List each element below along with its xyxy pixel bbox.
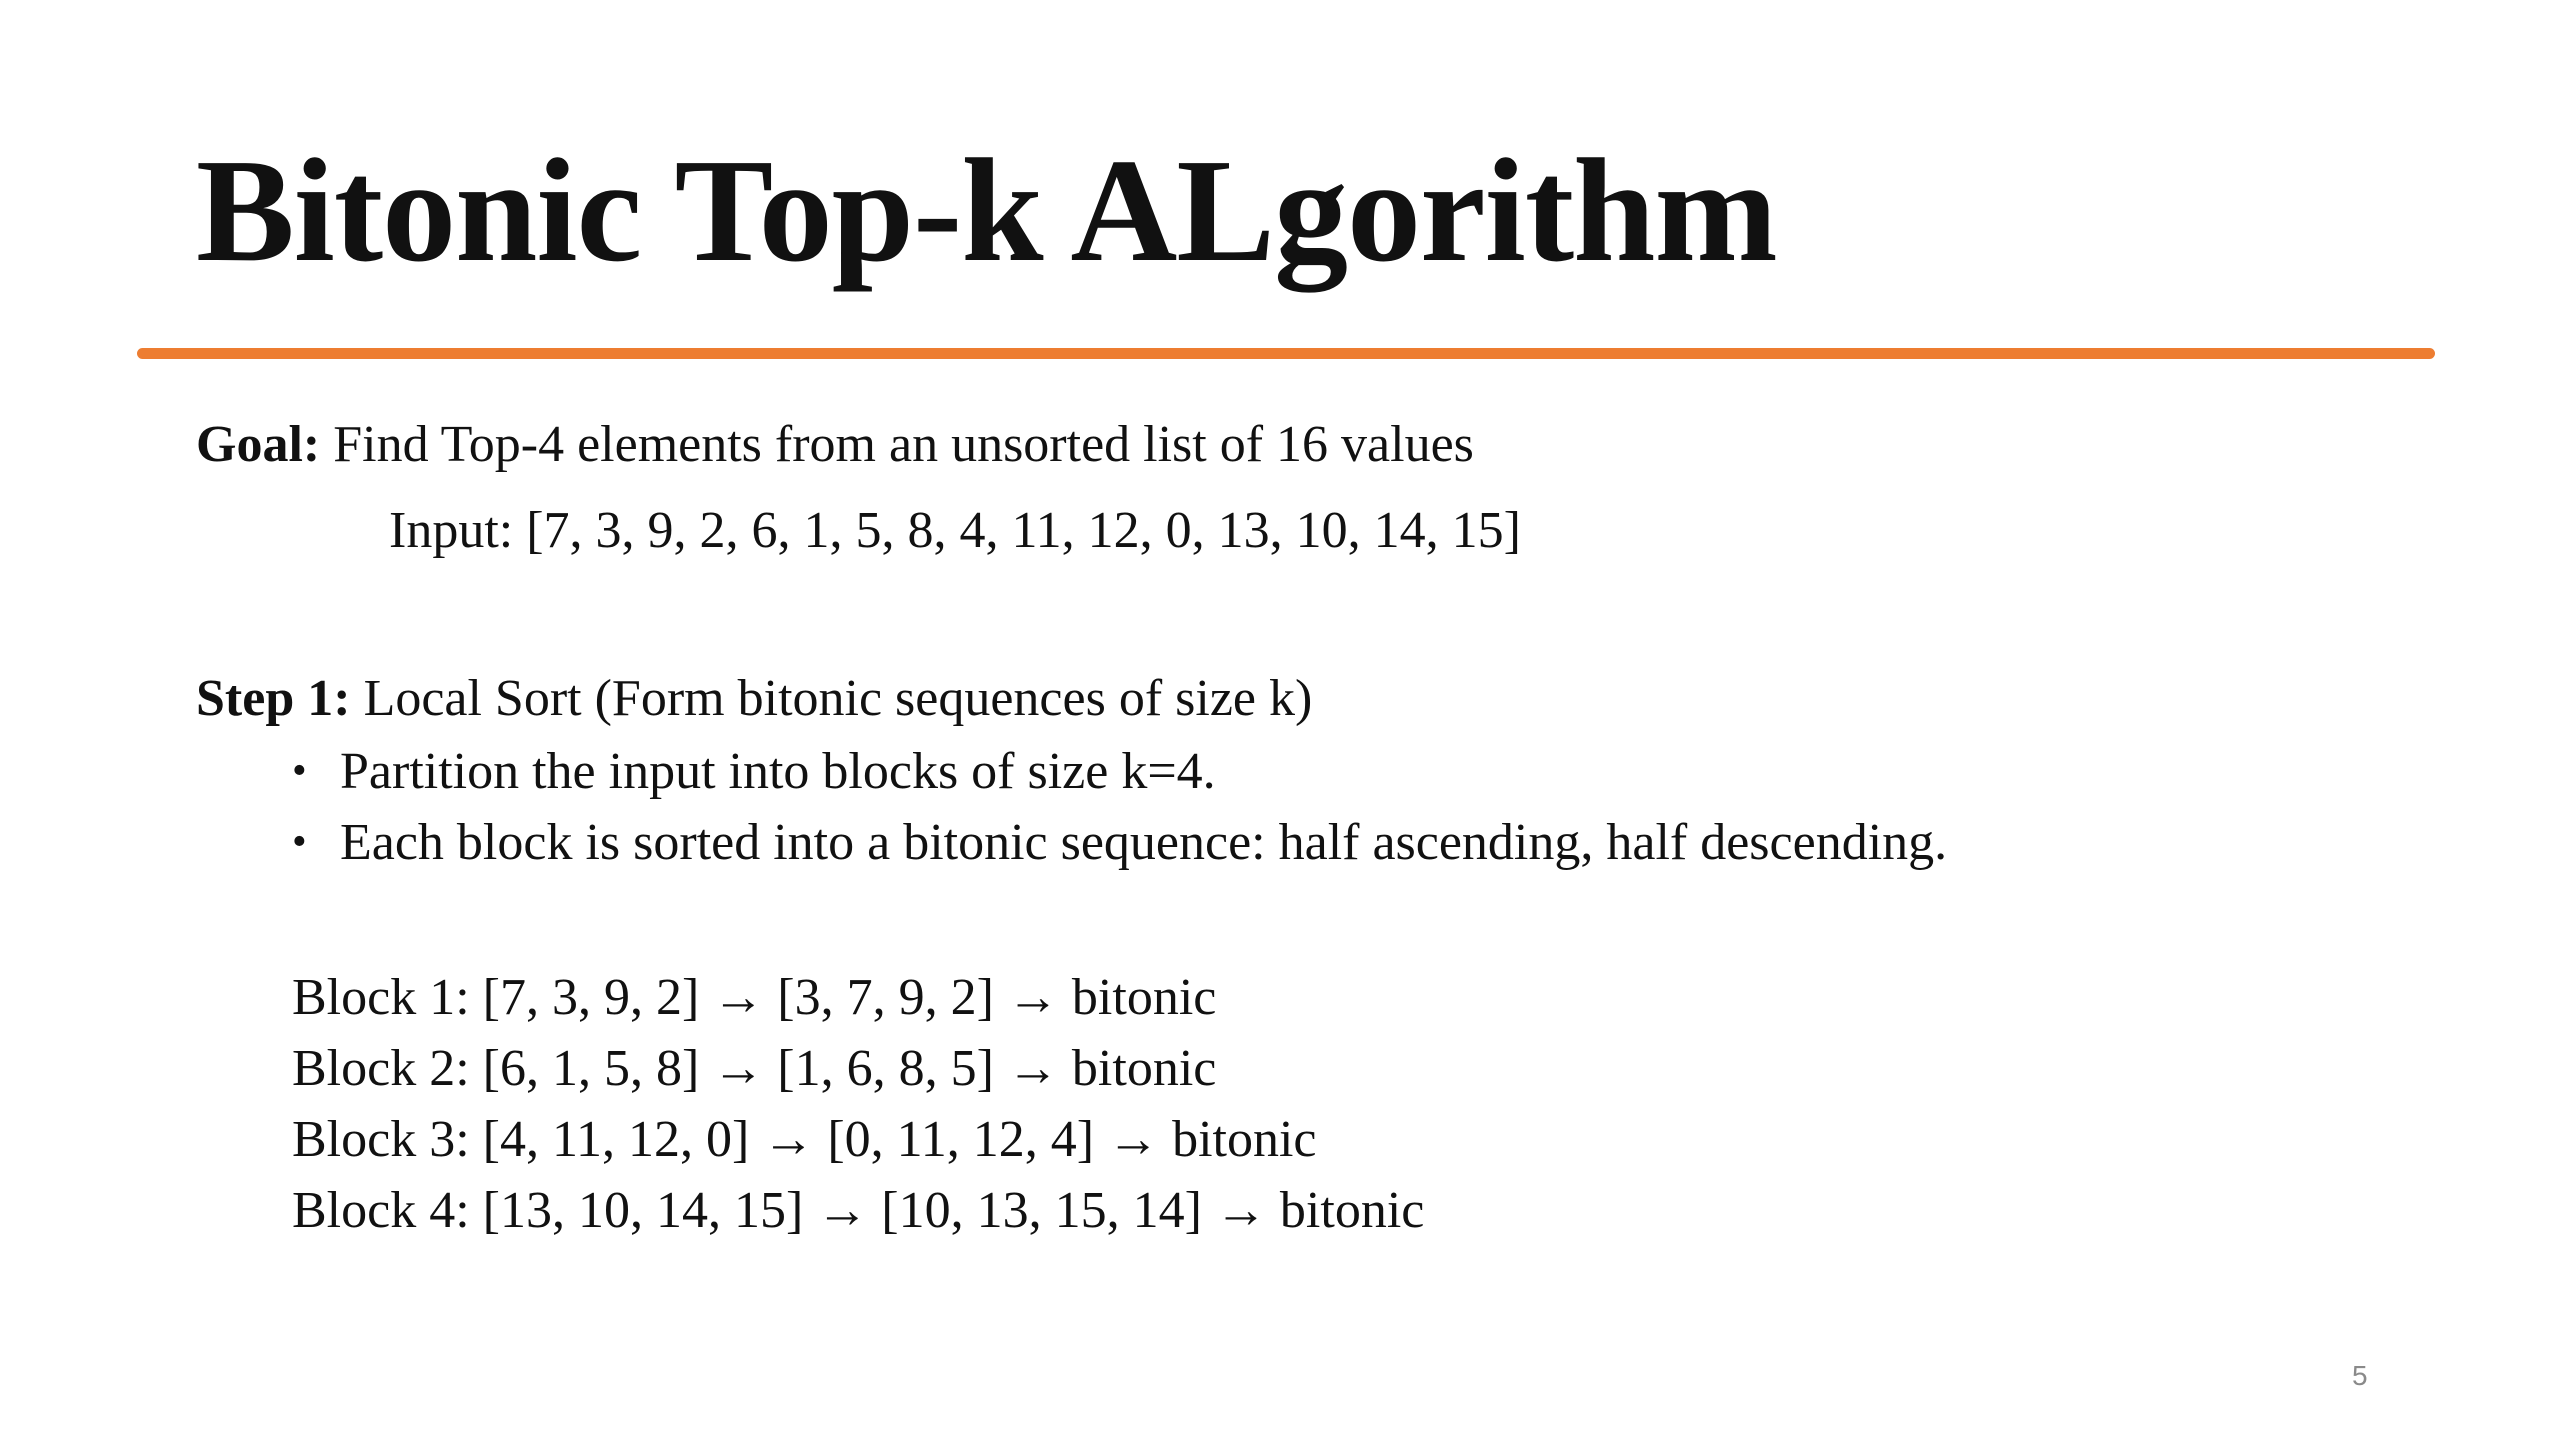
bullet-icon: • bbox=[292, 748, 307, 794]
step-1-heading bbox=[196, 664, 1312, 734]
bullet-text: Partition the input into blocks of size k=4. bbox=[340, 743, 1216, 800]
block-list bbox=[292, 962, 1424, 1246]
bullet-item bbox=[292, 736, 1947, 807]
bullet-icon: • bbox=[292, 819, 307, 865]
bullet-item bbox=[292, 807, 1947, 878]
slide-number: 5 bbox=[2352, 1360, 2368, 1391]
goal-label: Goal: bbox=[196, 416, 321, 473]
step-1-label: Step 1: bbox=[196, 670, 351, 727]
block-item: Block 1: [7, 3, 9, 2] → [3, 7, 9, 2] → bitonic bbox=[292, 969, 1217, 1026]
bullet-text: Each block is sorted into a bitonic sequence: half ascending, half descending. bbox=[340, 814, 1948, 871]
block-item: Block 2: [6, 1, 5, 8] → [1, 6, 8, 5] → bitonic bbox=[292, 1040, 1217, 1097]
step-1-text: Local Sort (Form bitonic sequences of size k) bbox=[350, 670, 1313, 727]
title-divider bbox=[137, 348, 2435, 359]
goal-text: Find Top-4 elements from an unsorted list of 16 values bbox=[320, 416, 1474, 473]
goal-statement bbox=[196, 410, 1474, 480]
step-1-bullets bbox=[292, 736, 1947, 878]
block-item: Block 3: [4, 11, 12, 0] → [0, 11, 12, 4] → bitonic bbox=[292, 1111, 1317, 1168]
block-item: Block 4: [13, 10, 14, 15] → [10, 13, 15, 14] → bitonic bbox=[292, 1182, 1425, 1239]
slide-title: Bitonic Top-k ALgorithm bbox=[196, 129, 1777, 293]
input-list: Input: [7, 3, 9, 2, 6, 1, 5, 8, 4, 11, 12, 0, 13, 10, 14, 15] bbox=[389, 502, 1521, 559]
